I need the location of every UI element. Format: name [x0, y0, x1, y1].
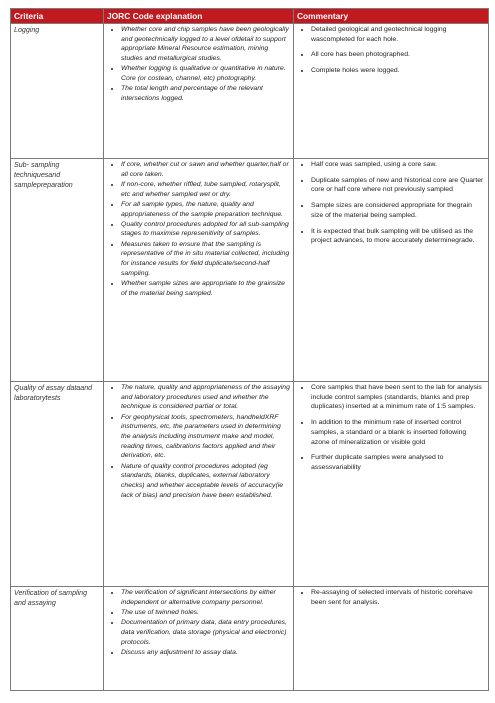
criteria-cell: Sub- sampling techniquesand samplepreparation: [11, 159, 104, 382]
commentary-cell: [294, 587, 489, 691]
commentary-bullet: • Detailed geological and geotechnical logging wascompleted for each hole.: [311, 25, 485, 44]
commentary-bullet: • Complete holes were logged.: [311, 66, 485, 76]
jorc-bullet: • Measures taken to ensure that the sampling is representative of the in situ material collected, including for instance results for field duplicate/second-half sampling.: [121, 240, 290, 279]
jorc-bullet: • Quality control procedures adopted for all sub-sampling stages to maximise represenitivity of samples.: [121, 220, 290, 239]
commentary-cell: [294, 159, 489, 382]
jorc-cell: [104, 382, 294, 587]
commentary-bullet: • Duplicate samples of new and historical core are Quarter core or half core where not previously sampled: [311, 176, 485, 195]
commentary-bullet: • Sample sizes are considered appropriate for thegrain size of the material being sampled.: [311, 201, 485, 220]
commentary-bullet: • Further duplicate samples were analysed to assessvariability: [311, 453, 485, 472]
jorc-bullet: • Nature of quality control procedures adopted (eg standards, blanks, duplicates, external laboratory checks) and whether acceptable levels of accuracy(ie lack of bias) and precision have been established.: [121, 462, 290, 501]
criteria-cell: Quality of assay dataand laboratorytests: [11, 382, 104, 587]
header-criteria: Criteria: [11, 9, 104, 24]
commentary-bullet: • Core samples that have been sent to the lab for analysis include control samples (standards, blanks and prep duplicates) inserted at a minimum rate of 1:5 samples.: [311, 383, 485, 412]
jorc-cell: [104, 587, 294, 691]
commentary-bullet: • Re-assaying of selected intervals of historic corehave been sent for analysis.: [311, 588, 485, 607]
table-header-row: [11, 9, 489, 24]
header-jorc: JORC Code explanation: [104, 9, 294, 24]
commentary-bullet: • It is expected that bulk sampling will be utilised as the project advances, to more accurately determinegrade.: [311, 227, 485, 246]
jorc-cell: [104, 159, 294, 382]
jorc-bullet: • Whether logging is qualitative or quantitative in nature. Core (or costean, channel, etc) photography.: [121, 64, 290, 83]
jorc-bullet: • For geophysical tools, spectrometers, handheldXRF instruments, etc, the parameters used in determining the analysis including instrument make and model, reading times, calibrations factors applied and their derivation, etc.: [121, 413, 290, 462]
commentary-cell: [294, 24, 489, 159]
commentary-cell: [294, 382, 489, 587]
jorc-bullet: • If core, whether cut or sawn and whether quarter,half or all core taken.: [121, 160, 290, 179]
jorc-bullet: • The nature, quality and appropriateness of the assaying and laboratory procedures used and whether the technique is considered partial or total.: [121, 383, 290, 412]
jorc-bullet: • The use of twinned holes.: [121, 608, 290, 618]
jorc-cell: [104, 24, 294, 159]
commentary-bullet: • Half core was sampled, using a core saw.: [311, 160, 485, 170]
criteria-cell: Logging: [11, 24, 104, 159]
jorc-bullet: • Whether sample sizes are appropriate to the grainsize of the material being sampled.: [121, 279, 290, 298]
jorc-bullet: • Documentation of primary data, data entry procedures, data verification, data storage (physical and electronic) protocols.: [121, 618, 290, 647]
jorc-bullet: • Whether core and chip samples have been geologically and geotechnically logged to a level ofdetail to support appropriate Mineral Resource estimation, mining studies and metallurgical studies.: [121, 25, 290, 64]
jorc-bullet: • Discuss any adjustment to assay data.: [121, 648, 290, 658]
commentary-bullet: • All core has been photographed.: [311, 50, 485, 60]
commentary-bullet: • In addition to the minimum rate of inserted control samples, a standard or a blank is inserted following azone of mineralization or visible gold: [311, 418, 485, 447]
jorc-bullet: • If non-core, whether riffled, tube sampled, rotarysplit, etc and whether sampled wet or dry.: [121, 180, 290, 199]
table-row-sub-sampling: [11, 159, 489, 382]
criteria-cell: Verification of sampling and assaying: [11, 587, 104, 691]
table-row-verification: [11, 587, 489, 691]
jorc-bullet: • The total length and percentage of the relevant intersections logged.: [121, 84, 290, 103]
jorc-bullet: • For all sample types, the nature, quality and appropriateness of the sample preparation technique.: [121, 200, 290, 219]
table-row-logging: [11, 24, 489, 159]
table-row-quality-assay: [11, 382, 489, 587]
jorc-table: [10, 8, 489, 691]
jorc-bullet: • The verification of significant intersections by either independent or alternative company personnel.: [121, 588, 290, 607]
header-commentary: Commentary: [294, 9, 489, 24]
